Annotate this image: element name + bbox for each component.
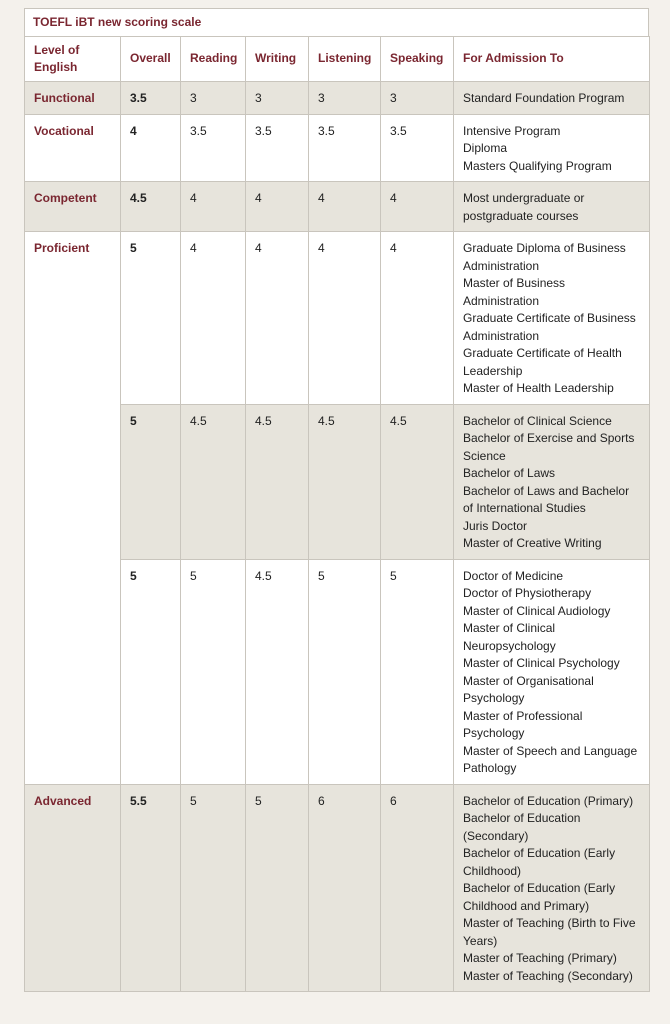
speaking-cell: 3.5: [381, 114, 454, 182]
admission-program: Graduate Diploma of Business Administration: [463, 241, 626, 273]
speaking-cell: 6: [381, 784, 454, 992]
admission-program: Master of Teaching (Birth to Five Years): [463, 916, 636, 948]
table-row: [25, 182, 650, 232]
admission-program: Intensive Program: [463, 123, 561, 138]
admission-program: Bachelor of Laws: [463, 466, 556, 480]
overall-cell: 5.5: [121, 784, 181, 992]
admission-program: Master of Creative Writing: [463, 536, 602, 550]
header-writing: Writing: [246, 37, 309, 82]
speaking-cell: 5: [381, 559, 454, 784]
table-row: [25, 784, 650, 992]
reading-cell: 5: [181, 559, 246, 784]
overall-cell: 5: [121, 232, 181, 405]
level-cell: Competent: [25, 182, 121, 232]
speaking-cell: 3: [381, 82, 454, 115]
admission-cell: [454, 232, 650, 405]
speaking-cell: 4.5: [381, 404, 454, 559]
speaking-cell: 4: [381, 182, 454, 232]
scoring-table: [24, 36, 650, 992]
header-speaking: Speaking: [381, 37, 454, 82]
header-admission: For Admission To: [454, 37, 650, 82]
table-title: TOEFL iBT new scoring scale: [24, 8, 649, 36]
listening-cell: 5: [309, 559, 381, 784]
admission-cell: [454, 784, 650, 992]
admission-program: Doctor of Physiotherapy: [463, 586, 592, 600]
writing-cell: 3.5: [246, 114, 309, 182]
header-row: [25, 37, 650, 82]
overall-cell: 4.5: [121, 182, 181, 232]
writing-cell: 4.5: [246, 404, 309, 559]
overall-cell: 3.5: [121, 82, 181, 115]
admission-program: Standard Foundation Program: [463, 91, 625, 105]
header-reading: Reading: [181, 37, 246, 82]
admission-program: Doctor of Medicine: [463, 568, 564, 583]
admission-cell: [454, 114, 650, 182]
admission-cell: [454, 82, 650, 115]
level-cell: Advanced: [25, 784, 121, 992]
overall-cell: 4: [121, 114, 181, 182]
writing-cell: 4: [246, 182, 309, 232]
admission-program: Master of Teaching (Secondary): [463, 968, 633, 983]
listening-cell: 6: [309, 784, 381, 992]
overall-cell: 5: [121, 404, 181, 559]
listening-cell: 4.5: [309, 404, 381, 559]
admission-cell: [454, 182, 650, 232]
overall-cell: 5: [121, 559, 181, 784]
level-cell: Vocational: [25, 114, 121, 182]
admission-program: Master of Teaching (Primary): [463, 951, 617, 965]
admission-program: Master of Health Leadership: [463, 381, 614, 395]
admission-program: Bachelor of Education (Secondary): [463, 811, 581, 843]
admission-program: Bachelor of Exercise and Sports Science: [463, 431, 635, 463]
table-body: [25, 82, 650, 992]
admission-program: Master of Clinical Audiology: [463, 603, 611, 618]
scoring-table-container: [24, 8, 649, 992]
listening-cell: 3.5: [309, 114, 381, 182]
admission-program: Master of Clinical Psychology: [463, 656, 620, 670]
listening-cell: 4: [309, 182, 381, 232]
reading-cell: 4.5: [181, 404, 246, 559]
writing-cell: 4.5: [246, 559, 309, 784]
admission-program: Bachelor of Clinical Science: [463, 413, 612, 428]
admission-program: Graduate Certificate of Health Leadership: [463, 346, 622, 378]
reading-cell: 4: [181, 232, 246, 405]
listening-cell: 4: [309, 232, 381, 405]
admission-program: Master of Professional Psychology: [463, 708, 583, 740]
admission-program: Bachelor of Education (Early Childhood): [463, 846, 616, 878]
header-listening: Listening: [309, 37, 381, 82]
admission-program: Master of Organisational Psychology: [463, 673, 594, 705]
reading-cell: 3: [181, 82, 246, 115]
table-row: [25, 232, 650, 405]
admission-program: Bachelor of Laws and Bachelor of International Studies: [463, 483, 630, 515]
reading-cell: 3.5: [181, 114, 246, 182]
level-cell: Functional: [25, 82, 121, 115]
admission-cell: [454, 559, 650, 784]
header-level: Level of English: [25, 37, 121, 82]
table-row: [25, 114, 650, 182]
table-row: [25, 82, 650, 115]
level-cell: Proficient: [25, 232, 121, 785]
admission-program: Master of Business Administration: [463, 276, 566, 308]
listening-cell: 3: [309, 82, 381, 115]
admission-program: Masters Qualifying Program: [463, 158, 612, 173]
admission-program: Master of Speech and Language Pathology: [463, 743, 638, 775]
admission-program: Diploma: [463, 141, 508, 155]
reading-cell: 5: [181, 784, 246, 992]
admission-program: Bachelor of Education (Early Childhood and Primary): [463, 881, 616, 913]
admission-program: Master of Clinical Neuropsychology: [463, 621, 556, 653]
speaking-cell: 4: [381, 232, 454, 405]
admission-program: Most undergraduate or postgraduate courses: [463, 191, 585, 223]
writing-cell: 4: [246, 232, 309, 405]
reading-cell: 4: [181, 182, 246, 232]
admission-cell: [454, 404, 650, 559]
writing-cell: 5: [246, 784, 309, 992]
writing-cell: 3: [246, 82, 309, 115]
admission-program: Bachelor of Education (Primary): [463, 793, 634, 808]
admission-program: Graduate Certificate of Business Administration: [463, 311, 636, 343]
header-overall: Overall: [121, 37, 181, 82]
admission-program: Juris Doctor: [463, 518, 528, 533]
